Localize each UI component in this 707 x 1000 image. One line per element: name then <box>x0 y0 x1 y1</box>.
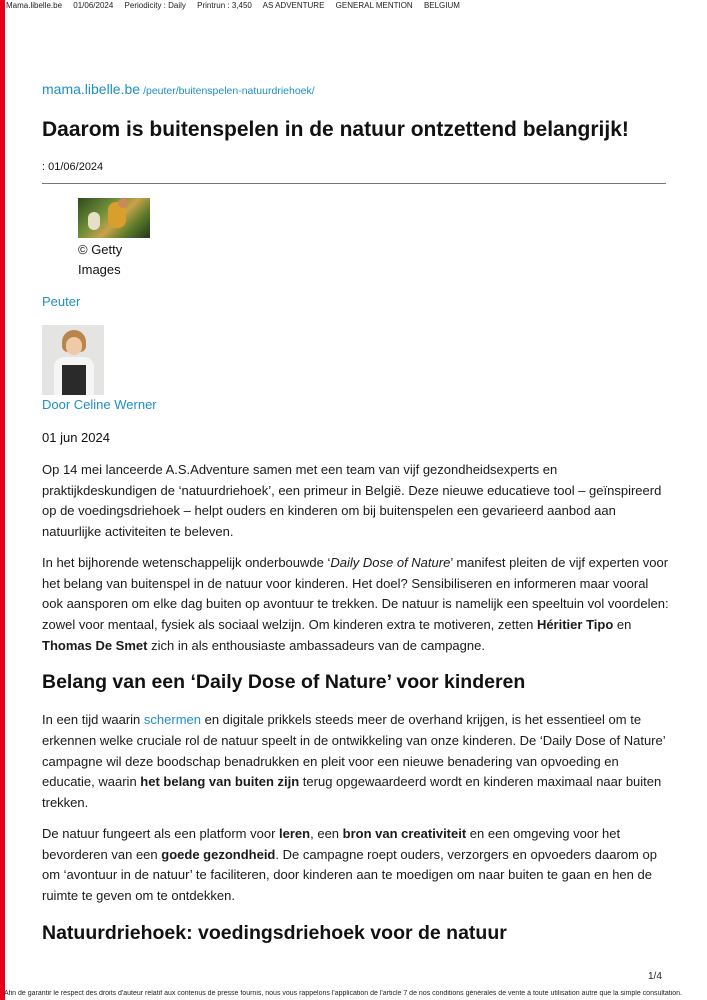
ambassador-name: Thomas De Smet <box>42 637 148 653</box>
publication-date: 01 jun 2024 <box>42 430 110 445</box>
article-body <box>42 460 672 961</box>
page-number: 1/4 <box>648 971 662 982</box>
left-accent-bar <box>0 0 5 1000</box>
meta-mention: GENERAL MENTION <box>335 1 413 10</box>
hero-image <box>78 198 150 238</box>
meta-date: 01/06/2024 <box>73 1 114 10</box>
author-link[interactable]: Door Celine Werner <box>42 397 157 412</box>
meta-source: Mama.libelle.be <box>6 1 63 10</box>
paragraph-manifest: In het bijhorende wetenschappelijk onderbouwde ‘Daily Dose of Nature’ manifest pleiten de vijf experten voor het belang van buitenspel in de natuur voor kinderen. Het doel? Sensibiliseren en informeren maar vooral ook aansporen om elke dag buiten op avontuur te trekken. De natuur is namelijk een speeltuin vol voordelen: zowel voor mentaal, fysiek als sociaal welzijn. Om kinderen extra te motiveren, zetten Héritier Tipo en Thomas De Smet zich in als enthousiaste ambassadeurs van de campagne. <box>42 554 669 653</box>
meta-printrun: Printrun : 3,450 <box>197 1 252 10</box>
schermen-link[interactable]: schermen <box>143 712 201 728</box>
article-title: Daarom is buitenspelen in de natuur ontzettend belangrijk! <box>42 118 629 141</box>
paragraph-intro: Op 14 mei lanceerde A.S.Adventure samen met een team van vijf gezondheidsexperts en praktijkdeskundigen de ‘natuurdriehoek’, een primeur in België. Deze nieuwe educatieve tool – geïnspireerd op de voedingsdriehoek – helpt ouders en kinderen om bij buitenspelen een gevarieerd aanbod aan natuurlijke activiteiten te beleven. <box>42 462 662 540</box>
author-avatar <box>42 325 104 395</box>
paragraph-platform: De natuur fungeert als een platform voor leren, een bron van creativiteit en een omgeving voor het bevorderen van een goede gezondheid. De campagne roept ouders, verzorgers en opvoeders daarom op om ‘avontuur in de natuur’ te faciliteren, door kinderen aan te moedigen om naar buiten te gaan en hen de ruimte te geven om te ontdekken. <box>42 825 657 903</box>
article-date-line: : 01/06/2024 <box>42 161 104 173</box>
copyright-disclaimer: Afin de garantir le respect des droits d'auteur relatif aux contenus de presse fournis, nous vous rappelons l'application de l'article 7 de nos conditions générales de vente à toute utilisation autre que la simple consultation. <box>4 990 682 997</box>
press-meta-line <box>6 1 469 10</box>
article-source-link[interactable] <box>42 81 315 99</box>
divider <box>42 183 666 184</box>
section-heading: Belang van een ‘Daily Dose of Nature’ voor kinderen <box>42 671 526 694</box>
meta-periodicity: Periodicity : Daily <box>124 1 186 10</box>
source-domain[interactable]: mama.libelle.be <box>42 81 141 97</box>
paragraph-screens: In een tijd waarin schermen en digitale prikkels steeds meer de overhand krijgen, is het essentieel om te erkennen welke cruciale rol de natuur speelt in de ontwikkeling van onze kinderen. De ‘Daily Dose of Nature’ campagne wil deze boodschap benadrukken en pleit voor een nieuwe benadering van opvoeding en educatie, waarin het belang van buiten zijn terug opgewaardeerd wordt en kinderen maximaal naar buiten trekken. <box>42 712 666 811</box>
meta-client: AS ADVENTURE <box>262 1 325 10</box>
section-heading: Natuurdriehoek: voedingsdriehoek voor de natuur <box>42 921 507 944</box>
category-link[interactable]: Peuter <box>42 294 81 309</box>
image-credit: © Getty Images <box>78 242 123 277</box>
source-path[interactable]: /peuter/buitenspelen-natuurdriehoek/ <box>143 85 315 97</box>
meta-country: BELGIUM <box>423 1 460 10</box>
ambassador-name: Héritier Tipo <box>536 616 614 632</box>
